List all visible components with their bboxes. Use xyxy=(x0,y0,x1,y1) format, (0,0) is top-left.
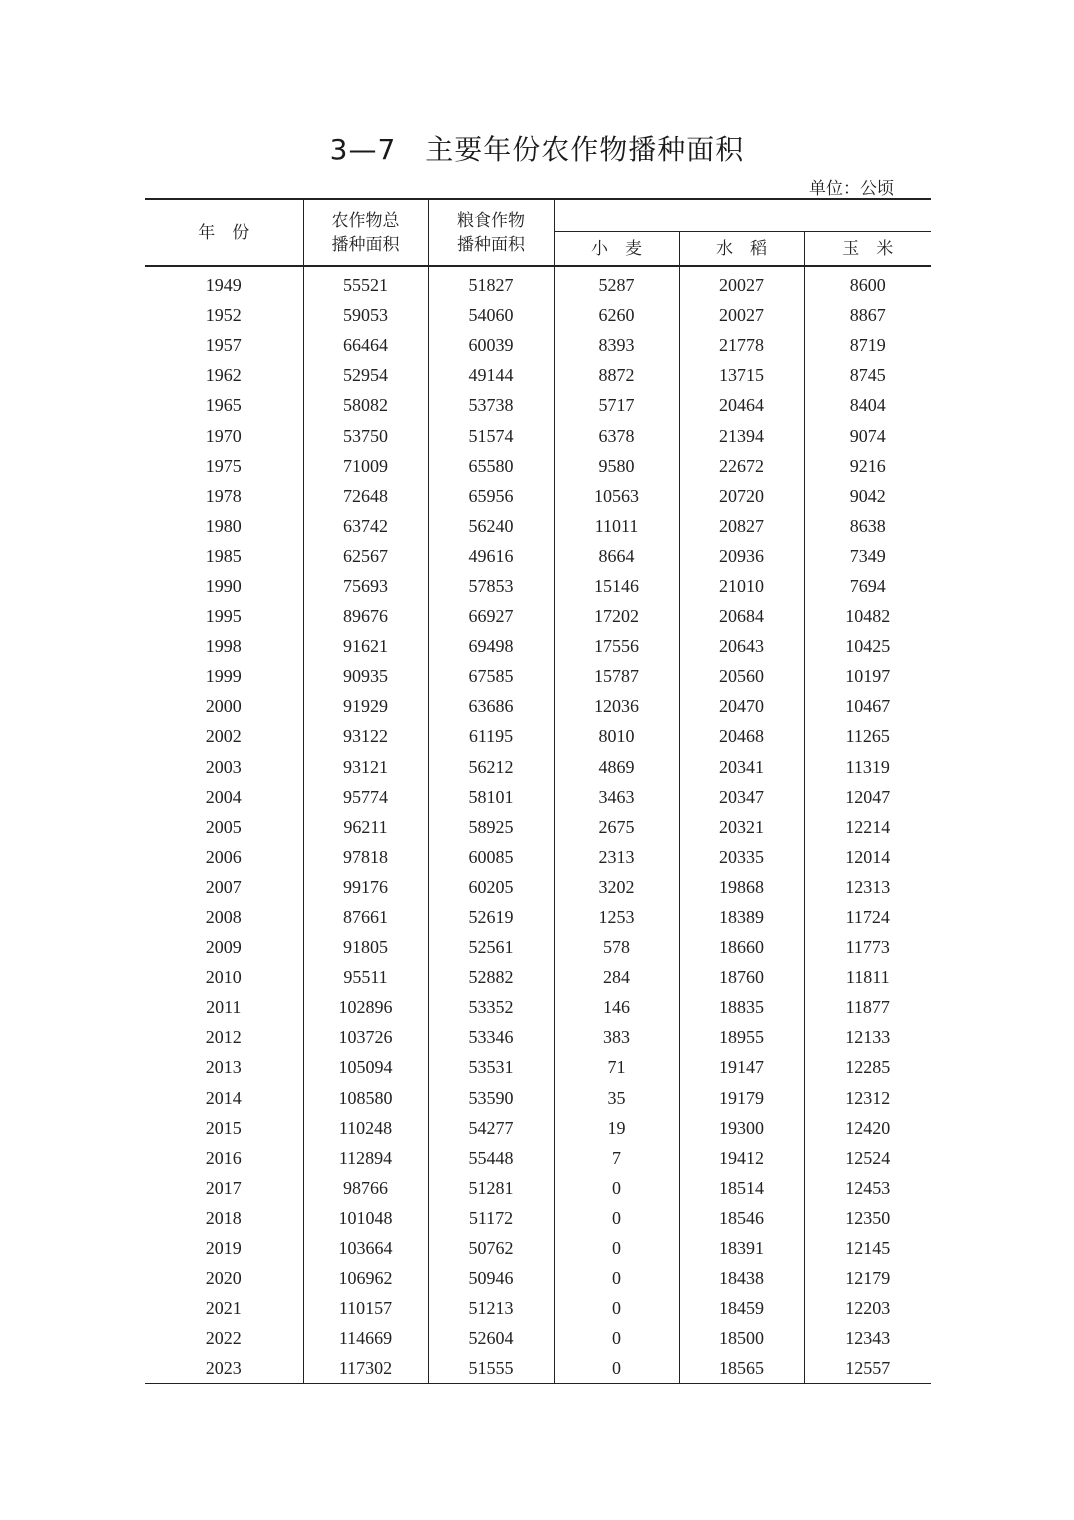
header-year: 年 份 xyxy=(145,199,303,266)
cell-wheat: 9580 xyxy=(554,451,679,481)
cell-wheat: 15787 xyxy=(554,661,679,691)
cell-total-area: 93122 xyxy=(303,721,428,751)
cell-year: 2015 xyxy=(145,1113,303,1143)
cell-total-area: 72648 xyxy=(303,481,428,511)
cell-year: 2002 xyxy=(145,721,303,751)
table-row xyxy=(145,1323,931,1353)
cell-rice: 18389 xyxy=(679,902,804,932)
cell-grain-area: 50946 xyxy=(428,1263,554,1293)
cell-total-area: 101048 xyxy=(303,1203,428,1233)
table-row xyxy=(145,541,931,571)
table-row xyxy=(145,872,931,902)
cell-grain-area: 67585 xyxy=(428,661,554,691)
header-wheat: 小 麦 xyxy=(554,232,679,266)
cell-rice: 18459 xyxy=(679,1293,804,1323)
cell-corn: 8867 xyxy=(849,305,886,326)
cell-corn: 12214 xyxy=(845,816,891,837)
cell-grain-area: 49616 xyxy=(428,541,554,571)
cell-total-area: 95774 xyxy=(303,782,428,812)
cell-wheat: 8010 xyxy=(554,721,679,751)
cell-wheat: 3202 xyxy=(554,872,679,902)
cell-rice: 19412 xyxy=(679,1143,804,1173)
cell-rice: 20321 xyxy=(679,812,804,842)
cell-rice: 20470 xyxy=(679,691,804,721)
cell-corn: 10197 xyxy=(845,666,891,687)
cell-grain-area: 58101 xyxy=(428,782,554,812)
cell-grain-area: 51281 xyxy=(428,1173,554,1203)
cell-rice: 20027 xyxy=(679,267,804,301)
cell-grain-area: 56240 xyxy=(428,511,554,541)
header-grain-line2: 播种面积 xyxy=(457,234,525,255)
cell-corn: 10425 xyxy=(845,636,891,657)
table-row xyxy=(145,1143,931,1173)
cell-corn: 12312 xyxy=(845,1087,891,1108)
cell-corn: 10482 xyxy=(845,606,891,627)
cell-total-area: 63742 xyxy=(303,511,428,541)
cell-corn: 12047 xyxy=(845,786,891,807)
cell-corn: 12285 xyxy=(845,1057,891,1078)
table-row xyxy=(145,902,931,932)
cell-wheat: 7 xyxy=(554,1143,679,1173)
cell-total-area: 87661 xyxy=(303,902,428,932)
table-row xyxy=(145,661,931,691)
cell-total-area: 103664 xyxy=(303,1233,428,1263)
cell-year: 2009 xyxy=(145,932,303,962)
cell-grain-area: 57853 xyxy=(428,571,554,601)
cell-year: 2008 xyxy=(145,902,303,932)
cell-grain-area: 49144 xyxy=(428,360,554,390)
cell-wheat: 1253 xyxy=(554,902,679,932)
cell-corn: 9074 xyxy=(849,425,886,446)
cell-corn: 12179 xyxy=(845,1268,891,1289)
cell-grain-area: 56212 xyxy=(428,752,554,782)
table-row xyxy=(145,601,931,631)
cell-rice: 20936 xyxy=(679,541,804,571)
cell-total-area: 58082 xyxy=(303,390,428,420)
cell-total-area: 95511 xyxy=(303,962,428,992)
header-grain-subgroup xyxy=(554,199,931,232)
cell-grain-area: 58925 xyxy=(428,812,554,842)
cell-rice: 18565 xyxy=(679,1353,804,1384)
cell-grain-area: 51574 xyxy=(428,420,554,450)
header-grain-line1: 粮食作物 xyxy=(457,210,525,231)
cell-corn: 8600 xyxy=(849,275,886,296)
cell-rice: 20684 xyxy=(679,601,804,631)
table-row xyxy=(145,1233,931,1263)
cell-rice: 13715 xyxy=(679,360,804,390)
cell-grain-area: 60205 xyxy=(428,872,554,902)
cell-total-area: 93121 xyxy=(303,752,428,782)
cell-total-area: 91929 xyxy=(303,691,428,721)
cell-rice: 21010 xyxy=(679,571,804,601)
cell-wheat: 2675 xyxy=(554,812,679,842)
cell-corn: 11724 xyxy=(845,907,890,928)
cell-year: 1965 xyxy=(145,390,303,420)
cell-wheat: 0 xyxy=(554,1203,679,1233)
table-row xyxy=(145,721,931,751)
header-corn: 玉 米 xyxy=(804,232,931,266)
cell-total-area: 96211 xyxy=(303,812,428,842)
cell-wheat: 8393 xyxy=(554,330,679,360)
cell-year: 2022 xyxy=(145,1323,303,1353)
cell-total-area: 91621 xyxy=(303,631,428,661)
cell-rice: 20560 xyxy=(679,661,804,691)
cell-grain-area: 69498 xyxy=(428,631,554,661)
cell-year: 2011 xyxy=(145,992,303,1022)
cell-rice: 21394 xyxy=(679,420,804,450)
cell-total-area: 62567 xyxy=(303,541,428,571)
cell-corn: 11773 xyxy=(845,937,890,958)
cell-year: 1957 xyxy=(145,330,303,360)
cell-total-area: 102896 xyxy=(303,992,428,1022)
cell-wheat: 0 xyxy=(554,1263,679,1293)
cell-wheat: 2313 xyxy=(554,842,679,872)
cell-grain-area: 53346 xyxy=(428,1022,554,1052)
cell-grain-area: 60039 xyxy=(428,330,554,360)
cell-grain-area: 60085 xyxy=(428,842,554,872)
cell-total-area: 103726 xyxy=(303,1022,428,1052)
cell-wheat: 6378 xyxy=(554,420,679,450)
cell-grain-area: 52619 xyxy=(428,902,554,932)
table-row xyxy=(145,1203,931,1233)
table-row xyxy=(145,571,931,601)
cell-wheat: 284 xyxy=(554,962,679,992)
cell-corn: 10467 xyxy=(845,696,891,717)
cell-wheat: 3463 xyxy=(554,782,679,812)
table-row xyxy=(145,1173,931,1203)
cell-total-area: 59053 xyxy=(303,300,428,330)
table-row xyxy=(145,691,931,721)
cell-wheat: 146 xyxy=(554,992,679,1022)
cell-grain-area: 63686 xyxy=(428,691,554,721)
cell-wheat: 578 xyxy=(554,932,679,962)
cell-grain-area: 54277 xyxy=(428,1113,554,1143)
cell-year: 2017 xyxy=(145,1173,303,1203)
cell-year: 2014 xyxy=(145,1083,303,1113)
cell-year: 1952 xyxy=(145,300,303,330)
cell-corn: 11265 xyxy=(845,726,890,747)
cell-grain-area: 61195 xyxy=(428,721,554,751)
cell-wheat: 15146 xyxy=(554,571,679,601)
cell-rice: 18955 xyxy=(679,1022,804,1052)
cell-wheat: 11011 xyxy=(554,511,679,541)
table-row xyxy=(145,360,931,390)
unit-label: 单位：公顷 xyxy=(809,179,894,199)
table-row xyxy=(145,842,931,872)
cell-year: 1985 xyxy=(145,541,303,571)
cell-corn: 7694 xyxy=(849,575,886,596)
cell-grain-area: 66927 xyxy=(428,601,554,631)
table-body xyxy=(145,267,931,1384)
cell-rice: 20027 xyxy=(679,300,804,330)
cell-total-area: 110157 xyxy=(303,1293,428,1323)
header-total-line2: 播种面积 xyxy=(331,234,400,255)
cell-total-area: 52954 xyxy=(303,360,428,390)
cell-total-area: 114669 xyxy=(303,1323,428,1353)
cell-year: 1980 xyxy=(145,511,303,541)
cell-total-area: 99176 xyxy=(303,872,428,902)
cell-wheat: 17202 xyxy=(554,601,679,631)
cell-corn: 12014 xyxy=(845,846,891,867)
table-row xyxy=(145,1113,931,1143)
cell-rice: 18760 xyxy=(679,962,804,992)
cell-year: 2018 xyxy=(145,1203,303,1233)
cell-year: 2019 xyxy=(145,1233,303,1263)
cell-year: 2013 xyxy=(145,1052,303,1082)
cell-year: 1949 xyxy=(145,267,303,301)
cell-total-area: 55521 xyxy=(303,267,428,301)
cell-grain-area: 51555 xyxy=(428,1353,554,1384)
cell-corn: 12203 xyxy=(845,1298,891,1319)
cell-corn: 12145 xyxy=(845,1238,891,1259)
cell-corn: 7349 xyxy=(849,545,886,566)
table-row xyxy=(145,330,931,360)
table-row xyxy=(145,1353,931,1384)
cell-rice: 20468 xyxy=(679,721,804,751)
cell-total-area: 97818 xyxy=(303,842,428,872)
header-grain-area xyxy=(428,199,554,266)
cell-year: 2020 xyxy=(145,1263,303,1293)
cell-total-area: 112894 xyxy=(303,1143,428,1173)
table-row xyxy=(145,752,931,782)
cell-total-area: 91805 xyxy=(303,932,428,962)
cell-year: 2007 xyxy=(145,872,303,902)
cell-wheat: 0 xyxy=(554,1233,679,1263)
cell-year: 2000 xyxy=(145,691,303,721)
cell-year: 1962 xyxy=(145,360,303,390)
cell-wheat: 5717 xyxy=(554,390,679,420)
cell-corn: 12133 xyxy=(845,1027,891,1048)
table-row xyxy=(145,992,931,1022)
page-title: 3—7 主要年份农作物播种面积 xyxy=(329,133,745,166)
cell-grain-area: 53531 xyxy=(428,1052,554,1082)
cell-corn: 12343 xyxy=(845,1328,891,1349)
cell-wheat: 0 xyxy=(554,1173,679,1203)
cell-grain-area: 65956 xyxy=(428,481,554,511)
table-row xyxy=(145,932,931,962)
table-row xyxy=(145,1263,931,1293)
cell-year: 2016 xyxy=(145,1143,303,1173)
cell-rice: 18660 xyxy=(679,932,804,962)
cell-grain-area: 54060 xyxy=(428,300,554,330)
cell-corn: 9216 xyxy=(849,455,886,476)
cell-rice: 21778 xyxy=(679,330,804,360)
cell-corn: 11877 xyxy=(845,997,890,1018)
cell-rice: 19179 xyxy=(679,1083,804,1113)
cell-total-area: 75693 xyxy=(303,571,428,601)
cell-year: 2005 xyxy=(145,812,303,842)
cell-rice: 19868 xyxy=(679,872,804,902)
table-row xyxy=(145,1293,931,1323)
cell-year: 1999 xyxy=(145,661,303,691)
cell-grain-area: 53352 xyxy=(428,992,554,1022)
cell-grain-area: 55448 xyxy=(428,1143,554,1173)
table-row xyxy=(145,390,931,420)
cell-rice: 22672 xyxy=(679,451,804,481)
cell-corn: 8719 xyxy=(849,335,886,356)
cell-rice: 20827 xyxy=(679,511,804,541)
table-row xyxy=(145,1052,931,1082)
cell-corn: 8404 xyxy=(849,395,886,416)
cell-rice: 20347 xyxy=(679,782,804,812)
cell-year: 1975 xyxy=(145,451,303,481)
cell-rice: 20335 xyxy=(679,842,804,872)
cell-year: 2003 xyxy=(145,752,303,782)
cell-grain-area: 50762 xyxy=(428,1233,554,1263)
cell-total-area: 105094 xyxy=(303,1052,428,1082)
table-row xyxy=(145,812,931,842)
cell-grain-area: 51827 xyxy=(428,267,554,301)
cell-total-area: 98766 xyxy=(303,1173,428,1203)
table-row xyxy=(145,420,931,450)
cell-total-area: 53750 xyxy=(303,420,428,450)
cell-wheat: 8872 xyxy=(554,360,679,390)
cell-wheat: 71 xyxy=(554,1052,679,1082)
cell-wheat: 35 xyxy=(554,1083,679,1113)
cell-year: 2006 xyxy=(145,842,303,872)
cell-corn: 8745 xyxy=(849,365,886,386)
table-row xyxy=(145,511,931,541)
cell-grain-area: 65580 xyxy=(428,451,554,481)
cell-rice: 20341 xyxy=(679,752,804,782)
table-row xyxy=(145,1083,931,1113)
cell-year: 1990 xyxy=(145,571,303,601)
table-row xyxy=(145,267,931,301)
crop-area-table xyxy=(145,198,931,1384)
cell-wheat: 10563 xyxy=(554,481,679,511)
cell-rice: 18514 xyxy=(679,1173,804,1203)
cell-rice: 18438 xyxy=(679,1263,804,1293)
cell-total-area: 110248 xyxy=(303,1113,428,1143)
cell-corn: 8638 xyxy=(849,515,886,536)
cell-wheat: 4869 xyxy=(554,752,679,782)
cell-rice: 19300 xyxy=(679,1113,804,1143)
cell-corn: 12524 xyxy=(845,1147,891,1168)
cell-corn: 11811 xyxy=(845,967,890,988)
table-row xyxy=(145,481,931,511)
cell-grain-area: 52882 xyxy=(428,962,554,992)
table-row xyxy=(145,782,931,812)
table-row xyxy=(145,631,931,661)
cell-wheat: 17556 xyxy=(554,631,679,661)
table-row xyxy=(145,300,931,330)
cell-wheat: 8664 xyxy=(554,541,679,571)
cell-total-area: 90935 xyxy=(303,661,428,691)
cell-corn: 12420 xyxy=(845,1117,891,1138)
cell-year: 1970 xyxy=(145,420,303,450)
cell-grain-area: 52604 xyxy=(428,1323,554,1353)
cell-rice: 18835 xyxy=(679,992,804,1022)
header-total-area xyxy=(303,199,428,266)
table-row xyxy=(145,1022,931,1052)
cell-year: 1978 xyxy=(145,481,303,511)
cell-grain-area: 51172 xyxy=(428,1203,554,1233)
table-row xyxy=(145,451,931,481)
cell-year: 2010 xyxy=(145,962,303,992)
cell-rice: 18546 xyxy=(679,1203,804,1233)
cell-year: 2004 xyxy=(145,782,303,812)
cell-wheat: 0 xyxy=(554,1323,679,1353)
cell-corn: 12557 xyxy=(845,1358,891,1379)
cell-grain-area: 53590 xyxy=(428,1083,554,1113)
cell-total-area: 108580 xyxy=(303,1083,428,1113)
cell-year: 2012 xyxy=(145,1022,303,1052)
table-row xyxy=(145,962,931,992)
cell-rice: 20720 xyxy=(679,481,804,511)
cell-rice: 18500 xyxy=(679,1323,804,1353)
cell-grain-area: 51213 xyxy=(428,1293,554,1323)
cell-rice: 20643 xyxy=(679,631,804,661)
cell-corn: 12350 xyxy=(845,1207,891,1228)
cell-wheat: 6260 xyxy=(554,300,679,330)
cell-corn: 12453 xyxy=(845,1177,891,1198)
header-rice: 水 稻 xyxy=(679,232,804,266)
cell-rice: 19147 xyxy=(679,1052,804,1082)
cell-wheat: 19 xyxy=(554,1113,679,1143)
cell-corn: 9042 xyxy=(849,485,886,506)
cell-wheat: 5287 xyxy=(554,267,679,301)
cell-grain-area: 53738 xyxy=(428,390,554,420)
cell-wheat: 0 xyxy=(554,1293,679,1323)
cell-total-area: 66464 xyxy=(303,330,428,360)
cell-rice: 20464 xyxy=(679,390,804,420)
cell-corn: 11319 xyxy=(845,756,890,777)
cell-total-area: 117302 xyxy=(303,1353,428,1384)
cell-wheat: 383 xyxy=(554,1022,679,1052)
cell-corn: 12313 xyxy=(845,876,891,897)
cell-total-area: 106962 xyxy=(303,1263,428,1293)
header-total-line1: 农作物总 xyxy=(331,210,400,231)
cell-rice: 18391 xyxy=(679,1233,804,1263)
cell-total-area: 71009 xyxy=(303,451,428,481)
cell-year: 2021 xyxy=(145,1293,303,1323)
cell-wheat: 12036 xyxy=(554,691,679,721)
cell-year: 2023 xyxy=(145,1353,303,1384)
cell-total-area: 89676 xyxy=(303,601,428,631)
cell-year: 1995 xyxy=(145,601,303,631)
cell-wheat: 0 xyxy=(554,1353,679,1384)
cell-year: 1998 xyxy=(145,631,303,661)
cell-grain-area: 52561 xyxy=(428,932,554,962)
